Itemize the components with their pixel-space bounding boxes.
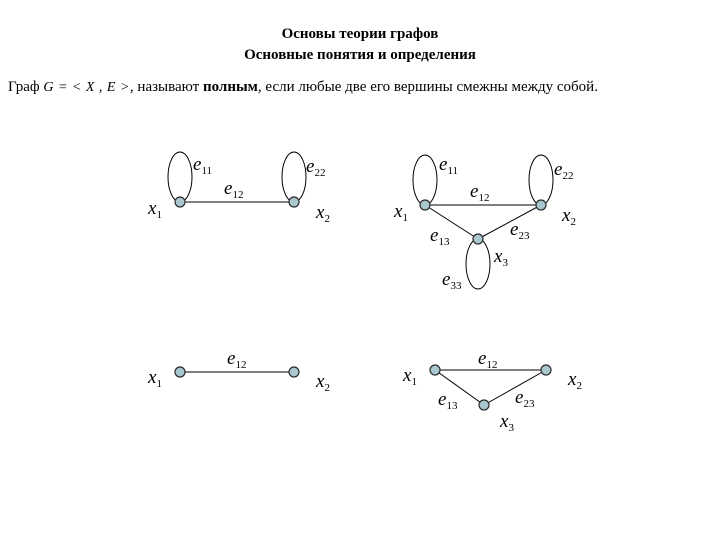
vertex-x1 [420, 200, 430, 210]
loop-e33 [466, 239, 490, 289]
graph-two-vertices-with-loops [147, 152, 330, 225]
label-e22: $e_{22}$ [554, 159, 574, 182]
vertex-x2 [536, 200, 546, 210]
label-x1: $x_1$ [403, 365, 417, 388]
label-x2: $x_2$ [562, 205, 576, 228]
label-x2: $x_2$ [568, 369, 582, 392]
label-e12: $e_{12}$ [227, 348, 247, 371]
loop-e11 [413, 155, 437, 205]
definition-suffix: , если любые две его вершины смежны между собой. [257, 79, 598, 95]
label-x2: $x_2$ [316, 202, 330, 225]
label-x1: $x_1$ [148, 367, 162, 390]
label-e12: $e_{12}$ [470, 181, 490, 204]
label-e22: $e_{22}$ [306, 156, 326, 179]
vertex-x2 [289, 197, 299, 207]
label-e23: $e_{23}$ [515, 387, 535, 410]
vertex-x1 [175, 367, 185, 377]
label-e12: $e_{12}$ [224, 178, 244, 201]
label-e23: $e_{23}$ [510, 219, 530, 242]
loop-e22 [282, 152, 306, 202]
label-e11: $e_{11}$ [439, 154, 459, 177]
label-e13: $e_{13}$ [430, 225, 450, 248]
label-e12: $e_{12}$ [478, 348, 498, 371]
page-title: Основы теории графов [281, 26, 439, 42]
vertex-x3 [479, 400, 489, 410]
definition-prefix: Граф [8, 79, 44, 95]
label-x1: $x_1$ [394, 201, 408, 224]
loop-e22 [529, 155, 553, 205]
label-x3: $x_3$ [500, 411, 514, 434]
definition-term: полным [202, 79, 258, 95]
vertex-x3 [473, 234, 483, 244]
graph-formula: G = < X , E > [43, 80, 130, 95]
vertex-x2 [541, 365, 551, 375]
page-subtitle: Основные понятия и определения [244, 47, 476, 63]
graph-three-vertices-with-loops [393, 154, 576, 292]
vertex-x1 [175, 197, 185, 207]
label-x3: $x_3$ [494, 246, 508, 269]
label-e13: $e_{13}$ [438, 389, 458, 412]
loop-e11 [168, 152, 192, 202]
label-x2: $x_2$ [316, 371, 330, 394]
graph-two-vertices [147, 348, 330, 394]
vertex-x1 [430, 365, 440, 375]
vertex-x2 [289, 367, 299, 377]
definition-middle: , называют [129, 79, 203, 95]
graph-triangle [402, 348, 582, 434]
label-e33: $e_{33}$ [442, 269, 462, 292]
label-x1: $x_1$ [148, 198, 162, 221]
label-e11: $e_{11}$ [193, 154, 213, 177]
